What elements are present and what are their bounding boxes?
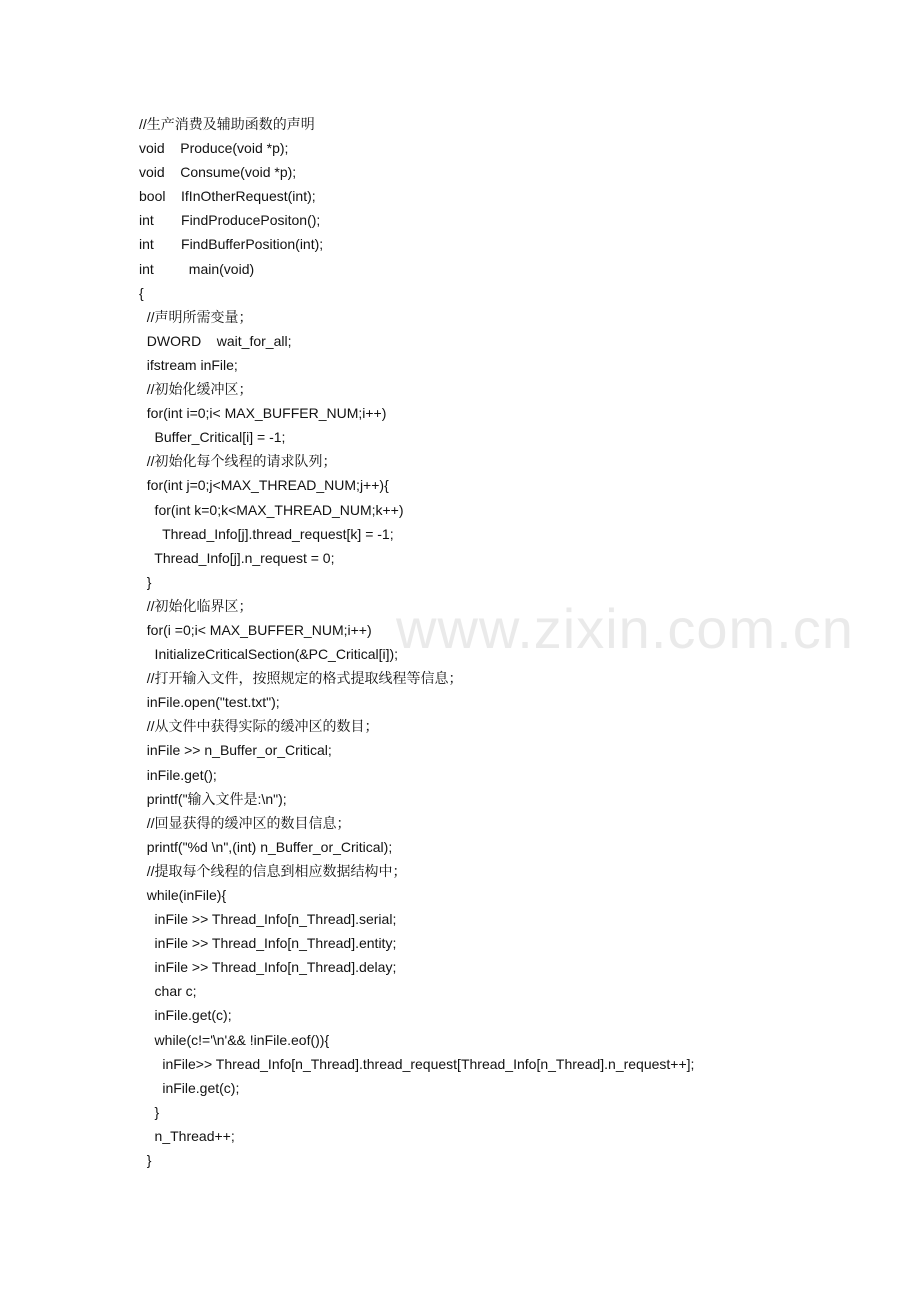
code-line: printf("输入文件是:\n");: [139, 790, 287, 807]
code-line: bool IfInOtherRequest(int);: [139, 188, 316, 205]
code-line: inFile >> Thread_Info[n_Thread].delay;: [139, 959, 397, 976]
watermark: www.zixin.com.cn: [396, 597, 854, 660]
code-line: while(inFile){: [139, 887, 227, 903]
code-line: //初始化临界区；: [139, 597, 253, 614]
code-line: }: [139, 573, 152, 590]
code-line: //提取每个线程的信息到相应数据结构中；: [139, 862, 407, 879]
code-line: //打开输入文件，按照规定的格式提取线程等信息；: [139, 670, 463, 687]
code-line: while(c!='\n'&& !inFile.eof()){: [139, 1031, 330, 1048]
code-line: //生产消费及辅助函数的声明: [139, 116, 315, 132]
code-line: for(int j=0;j<MAX_THREAD_NUM;j++){: [139, 477, 389, 494]
code-line: for(int i=0;i< MAX_BUFFER_NUM;i++): [139, 405, 387, 422]
code-line: void Produce(void *p);: [139, 140, 289, 157]
code-line: {: [139, 284, 144, 301]
code-line: //从文件中获得实际的缓冲区的数目；: [139, 718, 379, 735]
code-line: inFile.get();: [139, 766, 217, 783]
code-line: Buffer_Critical[i] = -1;: [139, 429, 286, 446]
code-line: inFile >> n_Buffer_or_Critical;: [139, 742, 332, 759]
code-line: inFile.get(c);: [139, 1079, 240, 1096]
code-line: printf("%d \n",(int) n_Buffer_or_Critical);: [139, 838, 393, 855]
code-line: inFile >> Thread_Info[n_Thread].entity;: [139, 935, 397, 952]
code-line: ifstream inFile;: [139, 356, 238, 373]
code-line: InitializeCriticalSection(&PC_Critical[i]);: [139, 646, 399, 663]
code-line: int main(void): [139, 260, 255, 277]
code-line: inFile.open("test.txt");: [139, 694, 280, 711]
code-line: char c;: [139, 983, 197, 1000]
code-block: [139, 112, 859, 1172]
code-line: int FindBufferPosition(int);: [139, 236, 324, 253]
code-line: Thread_Info[j].thread_request[k] = -1;: [139, 525, 394, 542]
code-line: int FindProducePositon();: [139, 212, 321, 229]
code-line: //初始化缓冲区；: [139, 381, 253, 398]
code-line: inFile>> Thread_Info[n_Thread].thread_request[Thread_Info[n_Thread].n_request++];: [139, 1055, 695, 1072]
code-line: //回显获得的缓冲区的数目信息；: [139, 814, 351, 831]
code-line: //声明所需变量；: [139, 308, 253, 325]
code-line: Thread_Info[j].n_request = 0;: [139, 549, 335, 566]
code-line: for(i =0;i< MAX_BUFFER_NUM;i++): [139, 621, 372, 638]
code-line: }: [139, 1103, 160, 1120]
code-line: void Consume(void *p);: [139, 164, 297, 181]
code-line: for(int k=0;k<MAX_THREAD_NUM;k++): [139, 501, 404, 518]
code-line: inFile >> Thread_Info[n_Thread].serial;: [139, 911, 397, 928]
code-line: inFile.get(c);: [139, 1007, 232, 1024]
code-line: //初始化每个线程的请求队列；: [139, 453, 337, 470]
code-line: }: [139, 1152, 152, 1169]
code-line: n_Thread++;: [139, 1127, 235, 1144]
code-line: DWORD wait_for_all;: [139, 332, 292, 349]
